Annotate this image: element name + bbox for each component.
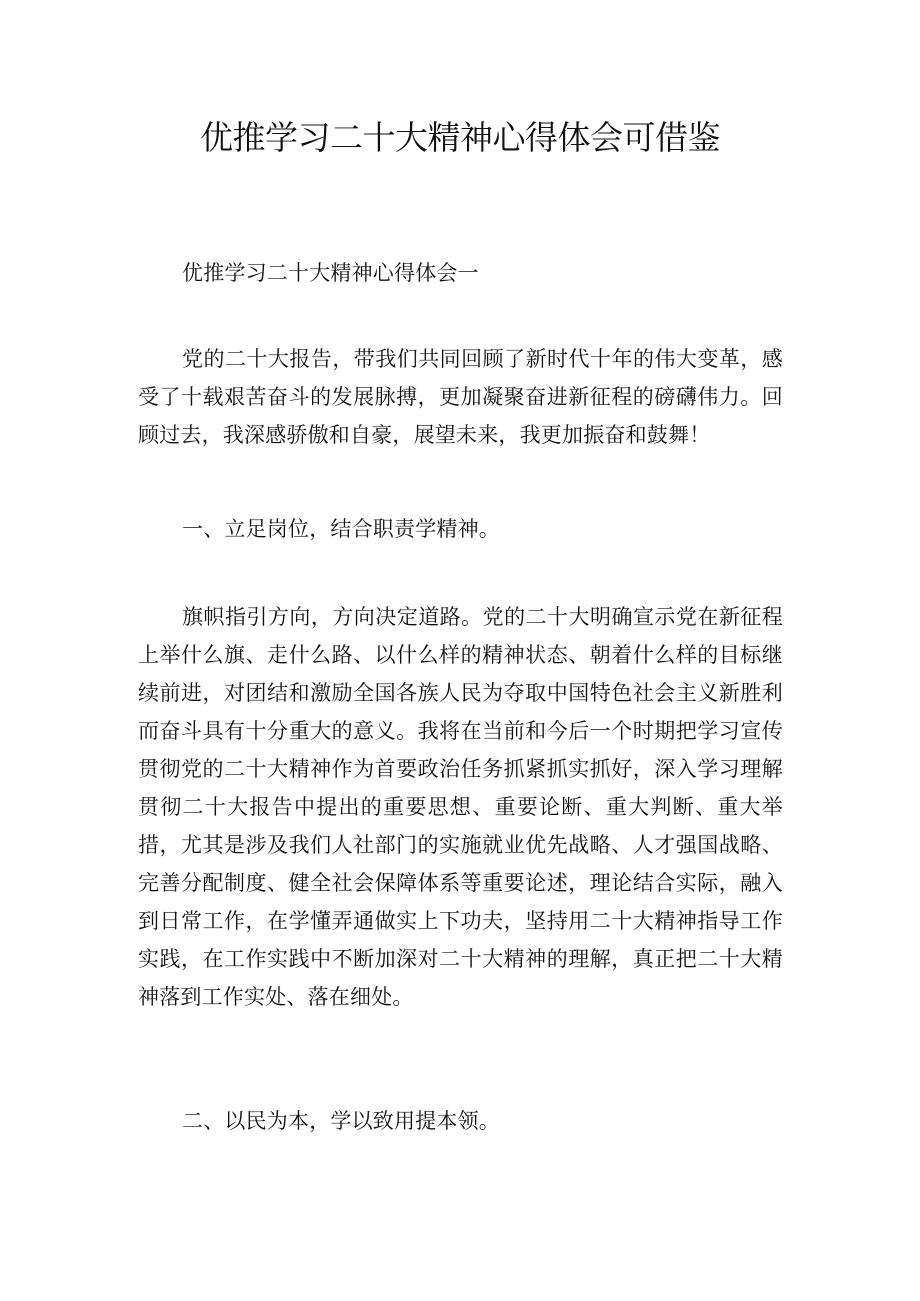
intro-paragraph: 党的二十大报告，带我们共同回顾了新时代十年的伟大变革，感受了十载艰苦奋斗的发展脉搏，更加凝聚奋进新征程的磅礴伟力。回顾过去，我深感骄傲和自豪，展望未来，我更加振奋和鼓舞！: [138, 347, 783, 447]
section-subtitle: 优推学习二十大精神心得体会一: [182, 261, 479, 285]
body-paragraph-1: 旗帜指引方向，方向决定道路。党的二十大明确宣示党在新征程上举什么旗、走什么路、以什么样的精神状态、朝着什么样的目标继续前进，对团结和激励全国各族人民为夺取中国特色社会主义新胜利而奋斗具有十分重大的意义。我将在当前和今后一个时期把学习宣传贯彻党的二十大精神作为首要政治任务抓紧抓实抓好，深入学习理解贯彻二十大报告中提出的重要思想、重要论断、重大判断、重大举措，尤其是涉及我们人社部门的实施就业优先战略、人才强国战略、完善分配制度、健全社会保障体系等重要论述，理论结合实际，融入到日常工作，在学懂弄通做实上下功夫，坚持用二十大精神指导工作实践，在工作实践中不断加深对二十大精神的理解，真正把二十大精神落到工作实处、落在细处。: [138, 605, 783, 1009]
section-heading-2: 二、以民为本，学以致用提本领。: [182, 1109, 500, 1133]
section-heading-1: 一、立足岗位，结合职责学精神。: [182, 517, 500, 541]
document-title: 优推学习二十大精神心得体会可借鉴: [200, 118, 720, 157]
